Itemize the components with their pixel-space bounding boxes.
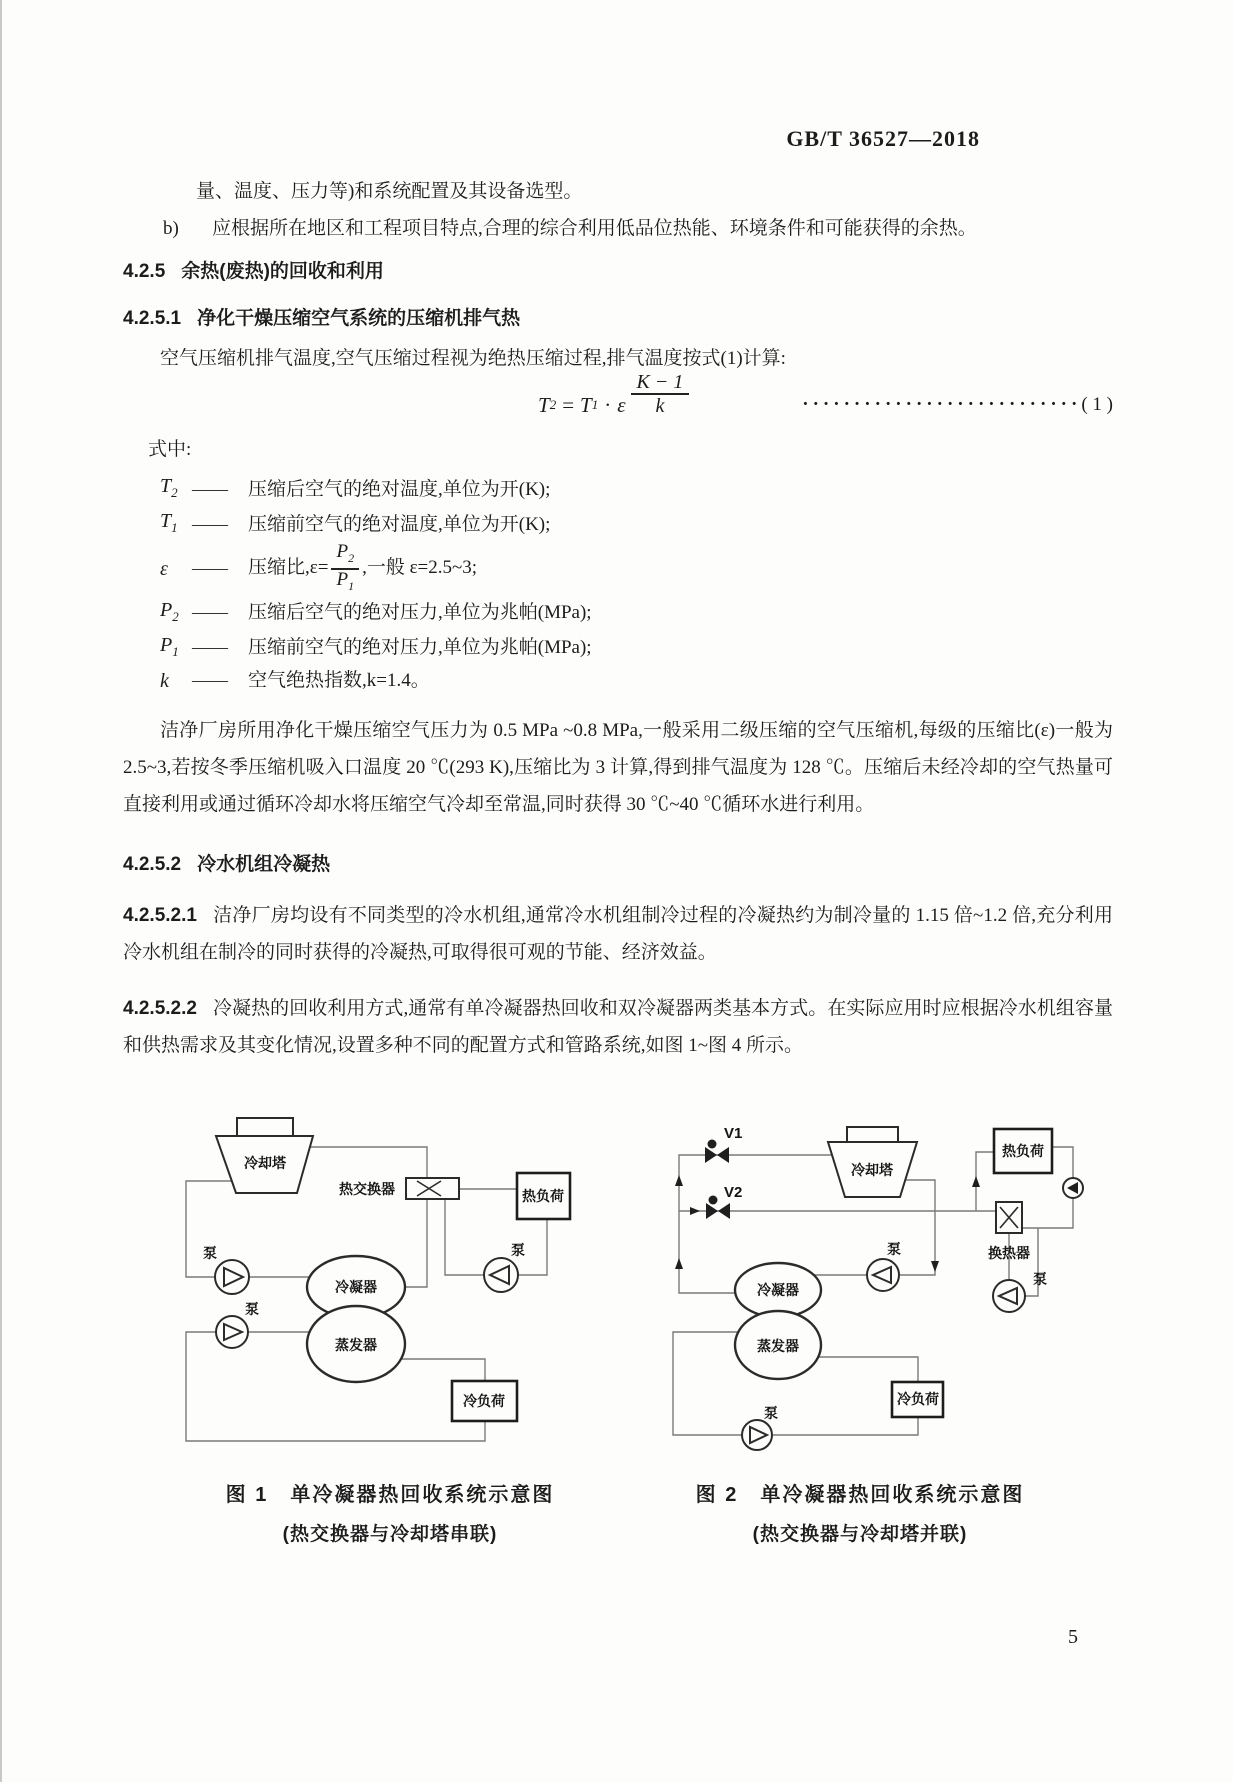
heading-4-2-5-1 — [123, 305, 1113, 333]
eq-epsilon: ε — [617, 393, 626, 417]
paragraph-compressed-air: 洁净厂房所用净化干燥压缩空气压力为 0.5 MPa ~0.8 MPa,一般采用二级压缩的空气压缩机,每级的压缩比(ε)一般为 2.5~3,若按冬季压缩机吸入口温度 20 ℃(293 K),压缩比为 3 计算,得到排气温度为 128 ℃。压缩后未经冷却的空气热量可直接利用或通过循环冷却水将压缩空气冷却至常温,同时获得 30 ℃~40 ℃循环水进行利用。 — [123, 719, 1113, 815]
scan-edge — [0, 0, 2, 1782]
equation-number: ( 1 ) — [1081, 394, 1113, 415]
cooling-load-box — [452, 1381, 517, 1421]
definition-dash: —— — [192, 669, 226, 691]
pump-shape — [993, 1271, 1047, 1312]
definition-text: 压缩前空气的绝对压力,单位为兆帕(MPa); — [248, 637, 592, 659]
paragraph-number: 4.2.5.2.2 — [123, 997, 197, 1019]
figure-1-caption — [140, 1478, 640, 1546]
heat-exchanger-label: 换热器 — [988, 1245, 1030, 1261]
symbol: $P_2$ — [160, 598, 179, 624]
definition-text: 压缩前空气的绝对温度,单位为开(K); — [248, 513, 551, 535]
valve-v2-label: V2 — [724, 1184, 743, 1201]
pressure-ratio-fraction: $\frac{P_2}{P_1}$ — [331, 542, 359, 596]
definition-dash: —— — [192, 478, 226, 500]
pipe — [445, 1199, 484, 1275]
evaporator-shape — [307, 1306, 405, 1382]
eq-rhs-sub: 1 — [591, 397, 599, 412]
page-number: 5 — [1068, 1626, 1078, 1648]
figure-2-caption — [630, 1478, 1090, 1546]
pipe — [673, 1332, 742, 1435]
heading-4-2-5 — [123, 258, 1113, 286]
list-item-b — [163, 215, 1113, 243]
cooling-load-label: 冷负荷 — [463, 1393, 505, 1409]
paragraph-number: 4.2.5.2.1 — [123, 904, 197, 926]
equation-leader — [802, 391, 1113, 419]
paragraph-text: 冷凝热的回收利用方式,通常有单冷凝器热回收和双冷凝器两类基本方式。在实际应用时应根据冷水机组容量和供热需求及其变化情况,设置多种不同的配置方式和管路系统,如图 1~图 4 所示。 — [123, 997, 1113, 1056]
symbol-row-epsilon — [160, 542, 1113, 596]
heat-exchanger-label: 热交换器 — [339, 1181, 395, 1197]
pump-shape — [203, 1245, 249, 1294]
heat-load-box — [517, 1173, 570, 1219]
eq-equals: = — [562, 393, 575, 417]
heading-title: 冷水机组冷凝热 — [197, 853, 331, 875]
symbol-row-p1 — [160, 631, 1113, 666]
list-item-text: 应根据所在地区和工程项目特点,合理的综合利用低品位热能、环境条件和可能获得的余热。 — [212, 218, 977, 239]
definition-dash: —— — [192, 602, 226, 624]
heat-exchanger-shape — [339, 1178, 459, 1199]
cooling-load-label: 冷负荷 — [897, 1391, 939, 1407]
figure-2-caption-subtitle: (热交换器与冷却塔并联) — [752, 1524, 968, 1545]
figure-2-caption-title: 图 2 单冷凝器热回收系统示意图 — [695, 1484, 1025, 1506]
definition-dash: —— — [192, 637, 226, 659]
definition-text: 压缩比,ε= $\frac{P_2}{P_1}$ ,一般 ε=2.5~3; — [248, 542, 477, 596]
heat-load-box — [994, 1129, 1052, 1173]
heading-4-2-5-2 — [123, 851, 1113, 879]
symbol: k — [160, 669, 169, 692]
symbol: ε — [160, 557, 168, 580]
pump-label: 泵 — [245, 1301, 259, 1317]
heat-load-label: 热负荷 — [522, 1188, 564, 1204]
heading-title: 余热(废热)的回收和利用 — [181, 261, 384, 282]
heading-number: 4.2.5.2 — [123, 853, 182, 875]
definition-dash: —— — [192, 513, 226, 535]
pipe — [405, 1199, 427, 1287]
eq-exp-numerator: K − 1 — [631, 371, 690, 395]
figure-1-caption-title: 图 1 单冷凝器热回收系统示意图 — [225, 1484, 555, 1506]
eq-dot: · — [604, 393, 612, 417]
flow-arrow-down — [931, 1261, 939, 1272]
cooling-load-box — [892, 1382, 943, 1417]
pump-shape — [1063, 1178, 1083, 1198]
definition-text: 压缩后空气的绝对温度,单位为开(K); — [248, 478, 551, 500]
cooling-tower-shape — [828, 1127, 917, 1197]
definition-text: 空气绝热指数,k=1.4。 — [248, 669, 430, 691]
equation-1 — [538, 371, 689, 428]
continuation-line: 量、温度、压力等)和系统配置及其设备选型。 — [196, 181, 583, 202]
symbol: $P_1$ — [160, 633, 179, 659]
symbol: $T_2$ — [160, 475, 178, 500]
pump-label: 泵 — [511, 1242, 525, 1258]
symbol-row-t2 — [160, 472, 1113, 507]
eq-exp-denominator: k — [655, 395, 665, 417]
pump-shape — [484, 1242, 525, 1292]
eq-lhs: T — [538, 393, 550, 417]
pump-label: 泵 — [764, 1405, 778, 1421]
heading-number: 4.2.5.1 — [123, 308, 182, 329]
leader-dots: ··························· — [802, 394, 1082, 415]
cooling-tower-shape — [216, 1118, 313, 1193]
eq-rhs: T — [580, 393, 592, 417]
pipe — [310, 1147, 427, 1178]
pump-shape — [742, 1405, 778, 1450]
definition-text: 压缩后空气的绝对压力,单位为兆帕(MPa); — [248, 602, 592, 624]
pipe — [772, 1417, 918, 1435]
valve-v1-label: V1 — [724, 1125, 743, 1142]
evaporator-label: 蒸发器 — [757, 1338, 799, 1354]
eq-exponent-fraction — [631, 371, 690, 417]
evaporator-label: 蒸发器 — [335, 1337, 377, 1353]
figure-1-diagram — [140, 1108, 600, 1458]
pipe — [976, 1152, 994, 1211]
heading-title: 净化干燥压缩空气系统的压缩机排气热 — [197, 308, 521, 329]
heading-number: 4.2.5 — [123, 261, 166, 282]
paragraph-4-2-5-2-2 — [123, 990, 1113, 1064]
symbol-definitions — [123, 472, 1113, 696]
pipe — [899, 1180, 935, 1275]
pump-label: 泵 — [887, 1241, 901, 1257]
pipe — [401, 1359, 485, 1381]
condenser-label: 冷凝器 — [335, 1279, 377, 1295]
definition-dash: —— — [192, 557, 226, 579]
figure-1-caption-subtitle: (热交换器与冷却塔串联) — [282, 1524, 498, 1545]
pump-shape — [867, 1241, 901, 1291]
symbol-row-t1 — [160, 507, 1113, 542]
equation-1-row — [123, 371, 1113, 430]
where-label: 式中: — [148, 439, 192, 460]
pump-shape — [216, 1301, 259, 1348]
heat-load-label: 热负荷 — [1002, 1143, 1044, 1159]
cooling-tower-label: 冷却塔 — [244, 1155, 286, 1171]
figure-2-diagram — [640, 1100, 1110, 1470]
pump-label: 泵 — [203, 1245, 217, 1261]
flow-arrow-up — [972, 1176, 980, 1187]
standard-code: GB/T 36527—2018 — [786, 126, 980, 151]
paragraph-4-2-5-2-1 — [123, 897, 1113, 971]
valve-v2 — [706, 1184, 742, 1219]
evaporator-shape — [735, 1311, 821, 1379]
flow-arrow-up — [675, 1258, 683, 1269]
pump-label: 泵 — [1033, 1271, 1047, 1287]
flow-arrow-up — [675, 1175, 683, 1186]
flow-arrow-right — [690, 1207, 700, 1215]
cooling-tower-label: 冷却塔 — [851, 1162, 893, 1178]
condenser-shape — [735, 1263, 821, 1317]
symbol-row-p2 — [160, 596, 1113, 631]
list-marker: b) — [163, 218, 179, 239]
document-body — [123, 178, 1113, 1083]
formula-intro-paragraph: 空气压缩机排气温度,空气压缩过程视为绝热压缩过程,排气温度按式(1)计算: — [160, 348, 786, 369]
symbol-row-k — [160, 666, 1113, 696]
pipe — [818, 1357, 918, 1382]
symbol: $T_1$ — [160, 510, 178, 535]
condenser-label: 冷凝器 — [757, 1282, 799, 1298]
eq-lhs-sub: 2 — [549, 397, 557, 412]
paragraph-text: 洁净厂房均设有不同类型的冷水机组,通常冷水机组制冷过程的冷凝热约为制冷量的 1.15 倍~1.2 倍,充分利用冷水机组在制冷的同时获得的冷凝热,可取得很可观的节能、经济效益。 — [123, 904, 1113, 963]
valve-v1 — [705, 1125, 742, 1163]
